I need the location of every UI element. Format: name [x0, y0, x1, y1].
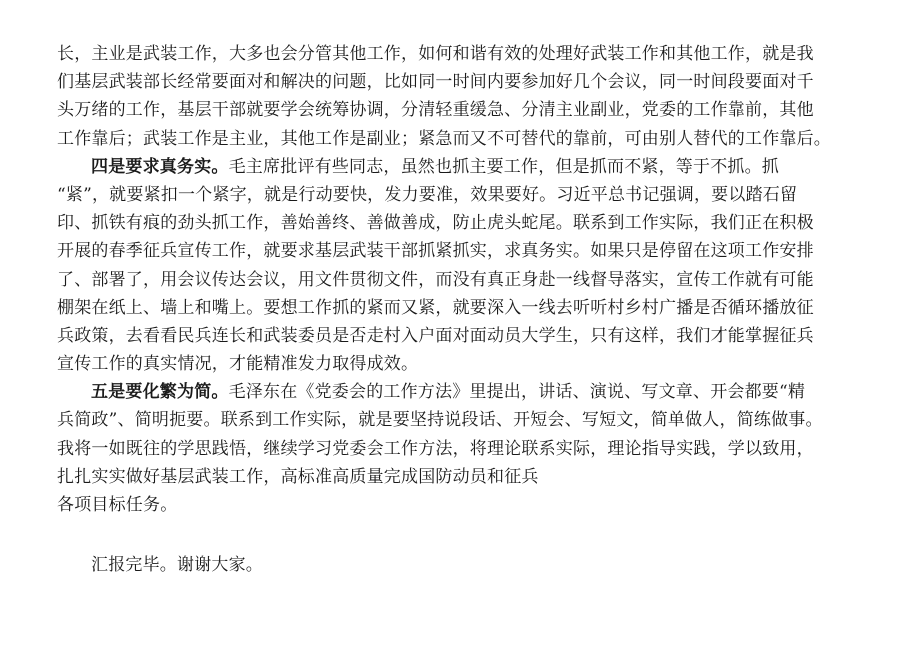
paragraph-four-first-line — [57, 153, 887, 181]
text-line: 各项目标任务。 — [57, 495, 178, 515]
text-line: 扎扎实实做好基层武装工作，高标准高质量完成国防动员和征兵 — [57, 466, 539, 487]
text-line: 头万绪的工作，基层干部就要学会统筹协调，分清轻重缓急、分清主业副业，党委的工作靠前，其他 — [57, 100, 814, 121]
text-line: “紧”，就要紧扣一个紧字，就是行动要快，发力要准，效果要好。习近平总书记强调，要以踏石留 — [57, 184, 798, 205]
text-line: 长，主业是武装工作，大多也会分管其他工作，如何和谐有效的处理好武装工作和其他工作，就是我 — [57, 44, 814, 64]
document-body — [57, 40, 887, 579]
text-line: 兵简政”、简明扼要。联系到工作实际，就是要坚持说段话、开短会、写短文，简单做人，简练做事。 — [57, 410, 823, 431]
text-line: 我将一如既往的学思践悟，继续学习党委会工作方法，将理论联系实际，理论指导实践，学以致用， — [57, 438, 814, 459]
text-line: 了、部署了，用会议传达会议，用文件贯彻文件，而没有真正身赴一线督导落实，宣传工作就有可能 — [57, 269, 814, 290]
text-line: 印、抓铁有痕的劲头抓工作，善始善终、善做善成，防止虎头蛇尾。联系到工作实际，我们正在积极 — [57, 213, 814, 234]
text-run: 毛泽东在《党委会的工作方法》里提出，讲话、演说、写文章、开会都要“精 — [228, 382, 806, 403]
text-line: 棚架在纸上、墙上和嘴上。要想工作抓的紧而又紧，就要深入一线去听听村乡村广播是否循环播放征 — [57, 297, 814, 318]
paragraph-five-first-line — [57, 378, 887, 406]
text-run: 毛主席批评有些同志，虽然也抓主要工作，但是抓而不紧，等于不抓。抓 — [228, 156, 780, 177]
section-heading-five: 五是要化繁为简。 — [91, 382, 229, 403]
text-line: 开展的春季征兵宣传工作，就要求基层武装干部抓紧抓实，求真务实。如果只是停留在这项工作安排 — [57, 241, 814, 262]
text-line: 兵政策，去看看民兵连长和武装委员是否走村入户面对面动员大学生，只有这样，我们才能掌握征兵 — [57, 325, 814, 346]
text-line: 工作靠后；武装工作是主业，其他工作是副业；紧急而又不可替代的靠前，可由别人替代的工作靠后。 — [57, 128, 831, 149]
closing-remark: 汇报完毕。谢谢大家。 — [91, 555, 263, 576]
section-heading-four: 四是要求真务实。 — [91, 156, 229, 177]
text-line: 宣传工作的真实情况，才能精准发力取得成效。 — [57, 354, 419, 375]
text-line: 们基层武装部长经常要面对和解决的问题，比如同一时间内要参加好几个会议，同一时间段要面对千 — [57, 72, 814, 93]
paragraph-spacer — [57, 519, 887, 551]
